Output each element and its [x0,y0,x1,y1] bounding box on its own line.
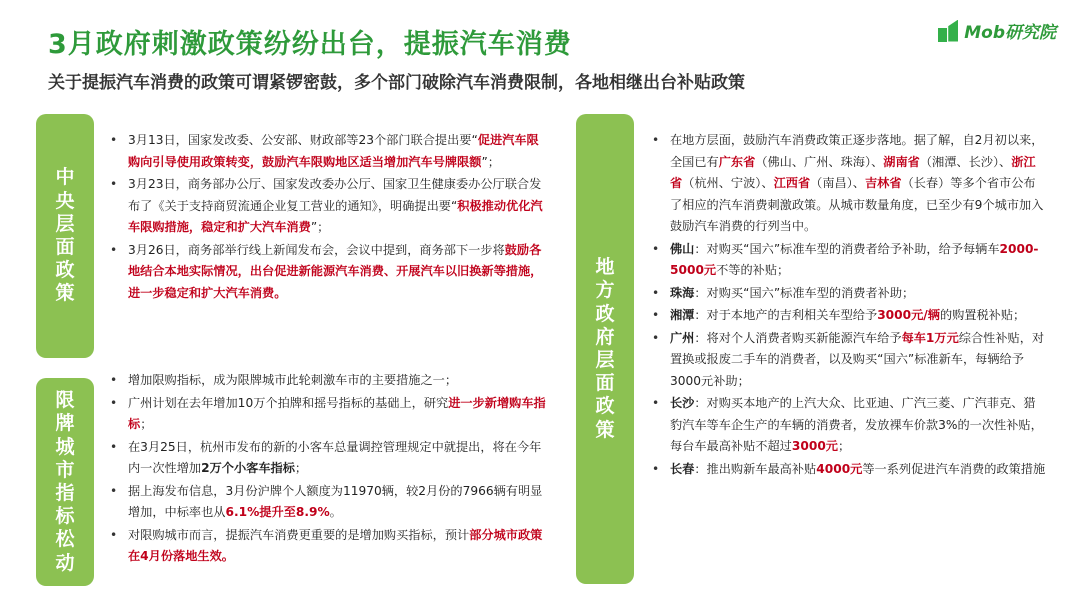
logo-icon [938,20,958,42]
list-item: • 广州：将对个人消费者购买新能源汽车给予每车1万元综合性补贴，对置换或报废二手车的消费者，以及购买“国六”标准新车，每辆给予3000元补助； [650,328,1046,393]
list-item: • 3月23日，商务部办公厅、国家发改委办公厅、国家卫生健康委办公厅联合发布了《关于支持商贸流通企业复工营业的通知》，明确提出要“积极推动优化汽车限购措施，稳定和扩大汽车消费”； [108,174,548,239]
list-item: • 湘潭：对于本地产的吉利相关车型给予3000元/辆的购置税补贴； [650,305,1046,327]
list-item: • 增加限购指标，成为限牌城市此轮刺激车市的主要措施之一； [108,370,548,392]
list-item: • 佛山：对购买“国六”标准车型的消费者给予补助，给予每辆车2000-5000元不等的补贴； [650,239,1046,282]
list-item: • 在地方层面，鼓励汽车消费政策正逐步落地。据了解，自2月初以来，全国已有广东省（佛山、广州、珠海）、湖南省（湘潭、长沙）、浙江省（杭州、宁波）、江西省（南昌）、吉林省（长春）等多个省市公布了相应的汽车消费刺激政策。从城市数量角度，已至少有9个城市加入鼓励汽车消费的行列当中。 [650,130,1046,238]
logo-text: Mob研究院 [964,23,1056,43]
list-item: • 珠海：对购买“国六”标准车型的消费者补助； [650,283,1046,305]
list-item: • 广州计划在去年增加10万个拍牌和摇号指标的基础上，研究进一步新增购车指标； [108,393,548,436]
label-plate-quota: 限 牌 城 市 指 标 松 动 [36,378,94,586]
logo [938,18,1056,43]
list-item: • 对限购城市而言，提振汽车消费更重要的是增加购买指标，预计部分城市政策在4月份落地生效。 [108,525,548,568]
page-subtitle: 关于提振汽车消费的政策可谓紧锣密鼓，多个部门破除汽车消费限制，各地相继出台补贴政策 [48,73,745,93]
label-local-policy: 地 方 政 府 层 面 政 策 [576,114,634,584]
list-item: • 3月26日，商务部举行线上新闻发布会，会议中提到，商务部下一步将鼓励各地结合本地实际情况，出台促进新能源汽车消费、开展汽车以旧换新等措施，进一步稳定和扩大汽车消费。 [108,240,548,305]
local-policy-list [650,130,1046,481]
label-central-policy: 中 央 层 面 政 策 [36,114,94,358]
list-item: • 长春：推出购新车最高补贴4000元等一系列促进汽车消费的政策措施 [650,459,1046,481]
page-title: 3月政府刺激政策纷纷出台，提振汽车消费 [48,29,572,60]
list-item: • 3月13日，国家发改委、公安部、财政部等23个部门联合提出要“促进汽车限购向引导使用政策转变，鼓励汽车限购地区适当增加汽车号牌限额”； [108,130,548,173]
list-item: • 据上海发布信息，3月份沪牌个人额度为11970辆，较2月份的7966辆有明显增加，中标率也从6.1%提升至8.9%。 [108,481,548,524]
central-policy-list [108,130,548,305]
plate-quota-list [108,370,548,569]
list-item: • 长沙：对购买本地产的上汽大众、比亚迪、广汽三菱、广汽菲克、猎豹汽车等车企生产的车辆的消费者，发放裸车价款3%的一次性补贴，每台车最高补贴不超过3000元； [650,393,1046,458]
list-item: • 在3月25日，杭州市发布的新的小客车总量调控管理规定中就提出，将在今年内一次性增加2万个小客车指标； [108,437,548,480]
